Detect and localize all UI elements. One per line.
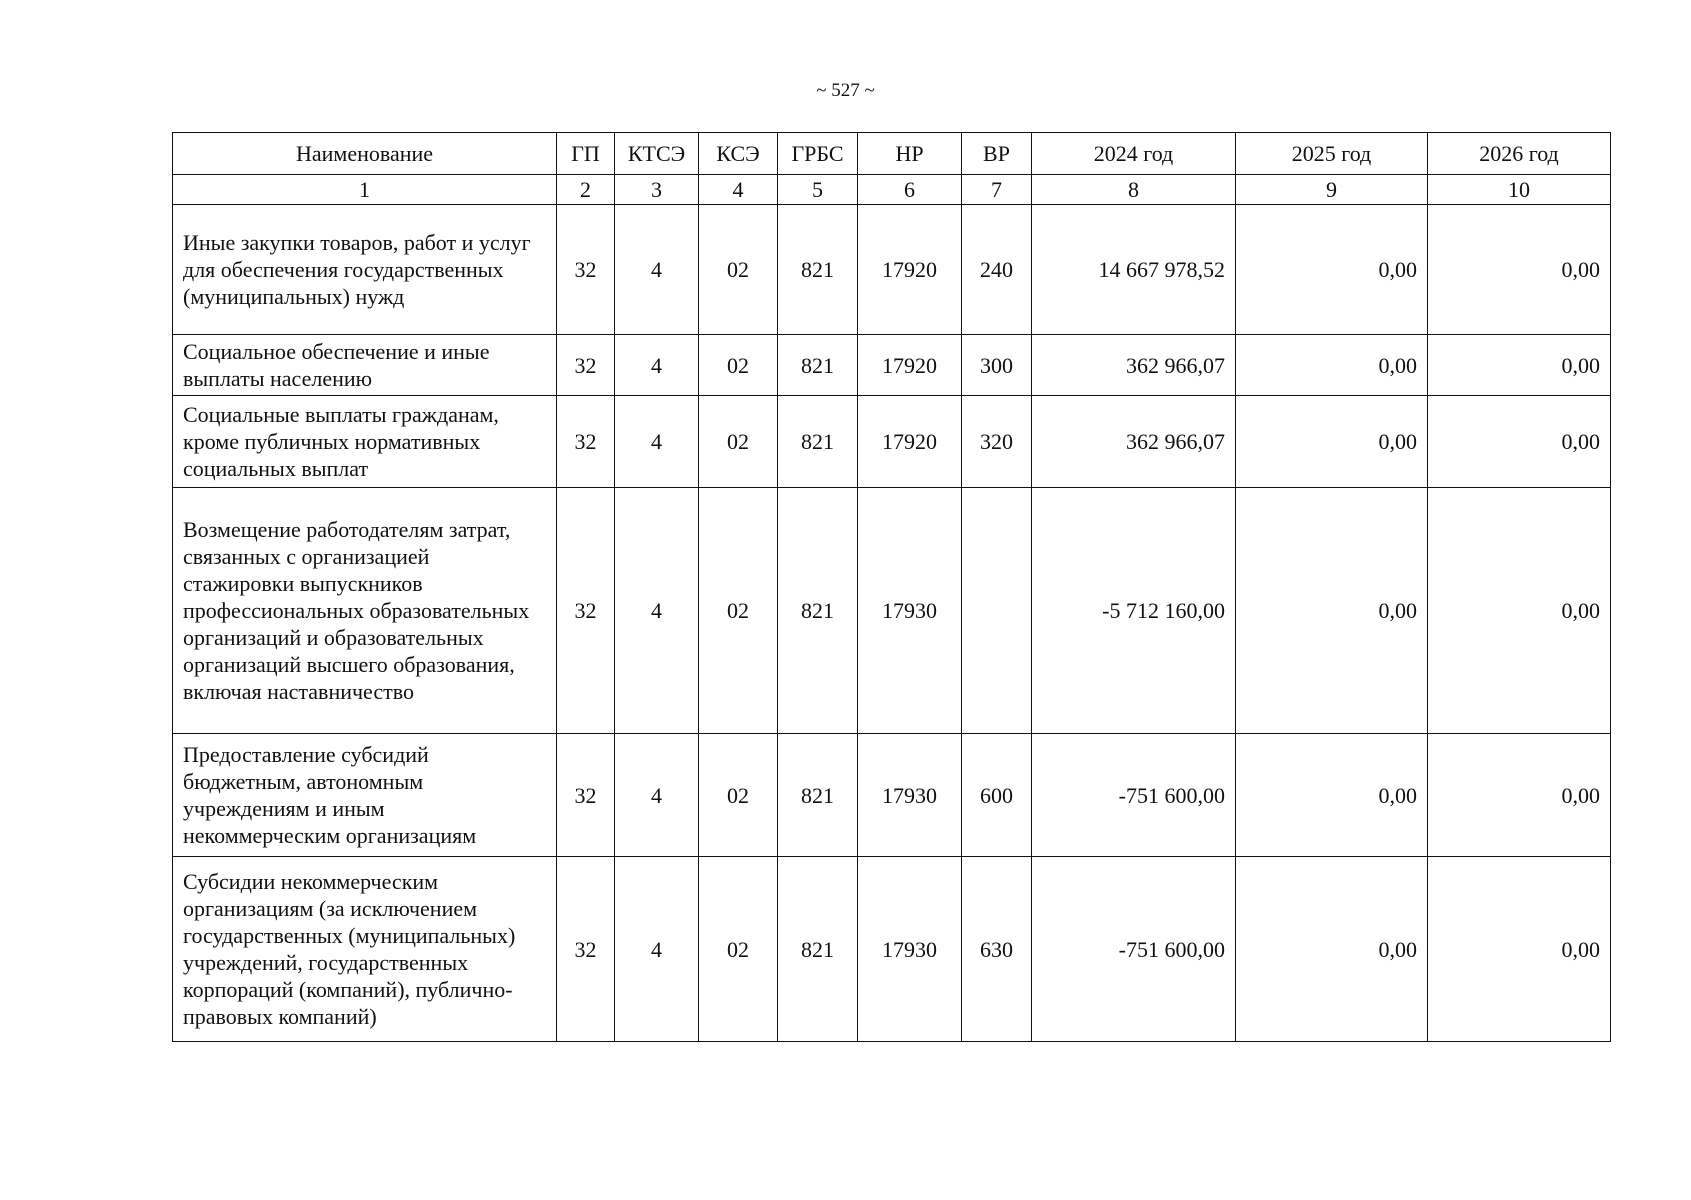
row-2025-cell: 0,00 (1236, 396, 1428, 488)
column-number: 5 (778, 175, 858, 205)
row-vr-cell: 300 (962, 335, 1032, 396)
row-vr-cell: 240 (962, 205, 1032, 335)
row-2025-cell: 0,00 (1236, 205, 1428, 335)
row-ktse-cell: 4 (615, 205, 699, 335)
column-number: 8 (1032, 175, 1236, 205)
row-vr-cell: 600 (962, 734, 1032, 857)
row-gp-cell: 32 (557, 205, 615, 335)
header-cell-2026: 2026 год (1428, 133, 1611, 175)
row-grbs-cell: 821 (778, 205, 858, 335)
row-grbs-cell: 821 (778, 734, 858, 857)
page-number: ~ 527 ~ (816, 80, 875, 101)
row-gp-cell: 32 (557, 335, 615, 396)
header-cell-vr: ВР (962, 133, 1032, 175)
row-2025-cell: 0,00 (1236, 857, 1428, 1042)
table-row (173, 396, 1611, 488)
row-vr-cell (962, 488, 1032, 734)
row-grbs-cell: 821 (778, 488, 858, 734)
column-number: 9 (1236, 175, 1428, 205)
row-gp-cell: 32 (557, 488, 615, 734)
row-name-cell: Социальные выплаты гражданам, кроме публичных нормативных социальных выплат (173, 396, 557, 488)
budget-table (172, 132, 1611, 1042)
row-2026-cell: 0,00 (1428, 335, 1611, 396)
row-name-cell: Иные закупки товаров, работ и услуг для обеспечения государственных (муниципальных) нужд (173, 205, 557, 335)
row-nr-cell: 17930 (858, 488, 962, 734)
column-number: 3 (615, 175, 699, 205)
row-2026-cell: 0,00 (1428, 488, 1611, 734)
row-2024-cell: 362 966,07 (1032, 396, 1236, 488)
row-2024-cell: 362 966,07 (1032, 335, 1236, 396)
table-row (173, 857, 1611, 1042)
row-2026-cell: 0,00 (1428, 396, 1611, 488)
row-2026-cell: 0,00 (1428, 734, 1611, 857)
row-name-cell: Социальное обеспечение и иные выплаты населению (173, 335, 557, 396)
header-cell-gp: ГП (557, 133, 615, 175)
row-ktse-cell: 4 (615, 857, 699, 1042)
header-cell-ktse: КТСЭ (615, 133, 699, 175)
header-cell-grbs: ГРБС (778, 133, 858, 175)
row-grbs-cell: 821 (778, 396, 858, 488)
row-2026-cell: 0,00 (1428, 857, 1611, 1042)
row-vr-cell: 630 (962, 857, 1032, 1042)
row-ktse-cell: 4 (615, 396, 699, 488)
row-gp-cell: 32 (557, 857, 615, 1042)
column-number: 2 (557, 175, 615, 205)
row-nr-cell: 17920 (858, 335, 962, 396)
row-kse-cell: 02 (699, 205, 778, 335)
row-ktse-cell: 4 (615, 734, 699, 857)
row-gp-cell: 32 (557, 396, 615, 488)
row-kse-cell: 02 (699, 488, 778, 734)
row-2026-cell: 0,00 (1428, 205, 1611, 335)
row-vr-cell: 320 (962, 396, 1032, 488)
table-row (173, 205, 1611, 335)
row-grbs-cell: 821 (778, 335, 858, 396)
row-name-cell: Возмещение работодателям затрат, связанных с организацией стажировки выпускников профессиональных образовательных организаций и образовательных организаций высшего образования, включая наставничество (173, 488, 557, 734)
row-2024-cell: -751 600,00 (1032, 857, 1236, 1042)
row-2024-cell: -5 712 160,00 (1032, 488, 1236, 734)
row-grbs-cell: 821 (778, 857, 858, 1042)
column-number: 1 (173, 175, 557, 205)
row-kse-cell: 02 (699, 396, 778, 488)
row-name-cell: Субсидии некоммерческим организациям (за исключением государственных (муниципальных) учреждений, государственных корпораций (компаний), публично-правовых компаний) (173, 857, 557, 1042)
row-ktse-cell: 4 (615, 488, 699, 734)
table-row (173, 734, 1611, 857)
column-number: 4 (699, 175, 778, 205)
row-2025-cell: 0,00 (1236, 335, 1428, 396)
column-number-row (173, 175, 1611, 205)
header-cell-kse: КСЭ (699, 133, 778, 175)
column-number: 7 (962, 175, 1032, 205)
row-kse-cell: 02 (699, 734, 778, 857)
table-row (173, 488, 1611, 734)
header-cell-2024: 2024 год (1032, 133, 1236, 175)
row-nr-cell: 17930 (858, 734, 962, 857)
row-2025-cell: 0,00 (1236, 488, 1428, 734)
header-row (173, 133, 1611, 175)
row-nr-cell: 17930 (858, 857, 962, 1042)
row-gp-cell: 32 (557, 734, 615, 857)
row-2025-cell: 0,00 (1236, 734, 1428, 857)
header-cell-2025: 2025 год (1236, 133, 1428, 175)
column-number: 6 (858, 175, 962, 205)
row-kse-cell: 02 (699, 857, 778, 1042)
header-cell-name: Наименование (173, 133, 557, 175)
column-number: 10 (1428, 175, 1611, 205)
row-ktse-cell: 4 (615, 335, 699, 396)
row-nr-cell: 17920 (858, 396, 962, 488)
row-kse-cell: 02 (699, 335, 778, 396)
header-cell-nr: НР (858, 133, 962, 175)
row-nr-cell: 17920 (858, 205, 962, 335)
table-row (173, 335, 1611, 396)
row-name-cell: Предоставление субсидий бюджетным, автономным учреждениям и иным некоммерческим организациям (173, 734, 557, 857)
row-2024-cell: 14 667 978,52 (1032, 205, 1236, 335)
row-2024-cell: -751 600,00 (1032, 734, 1236, 857)
